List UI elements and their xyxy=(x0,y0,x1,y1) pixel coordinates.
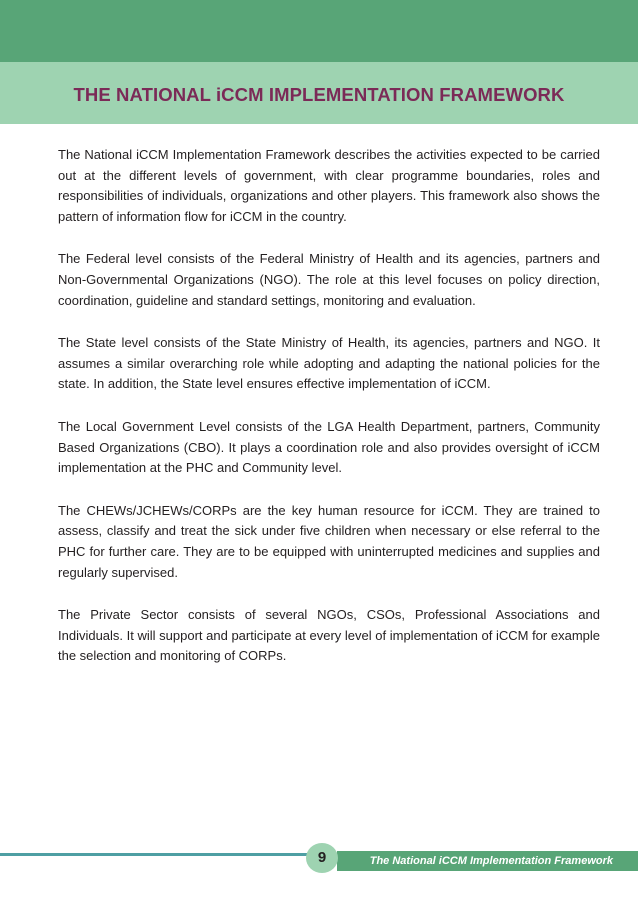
paragraph-local-government-level: The Local Government Level consists of the LGA Health Department, partners, Community Based Organizations (CBO). It plays a coordination role and also provides oversight of iCCM implementation at the PHC and Community level. xyxy=(58,418,600,476)
paragraph-intro: The National iCCM Implementation Framework describes the activities expected to be carried out at the different levels of government, with clear programme boundaries, roles and responsibilities of individuals, organizations and other players. This framework also shows the pattern of information flow for iCCM in the country. xyxy=(58,147,600,224)
page-title: THE NATIONAL iCCM IMPLEMENTATION FRAMEWORK xyxy=(73,84,565,105)
paragraph-state-level: The State level consists of the State Ministry of Health, its agencies, partners and NGO. It assumes a similar overarching role while adopting and adapting the national policies for the state. In addition, the State level ensures effective implementation of iCCM. xyxy=(58,335,600,392)
paragraph-federal-level: The Federal level consists of the Federal Ministry of Health and its agencies, partners and Non-Governmental Organizations (NGO). The role at this level focuses on policy direction, coordination, guideline and standard settings, monitoring and evaluation. xyxy=(58,251,600,308)
footer-rule xyxy=(0,853,310,856)
header-top-band xyxy=(0,0,638,62)
paragraph-chews: The CHEWs/JCHEWs/CORPs are the key human resource for iCCM. They are trained to assess, classify and treat the sick under five children when necessary or else referral to the PHC for further care. They are to be equipped with uninterrupted medicines and supplies and regularly supervised. xyxy=(58,502,600,580)
paragraph-private-sector: The Private Sector consists of several NGOs, CSOs, Professional Associations and Individuals. It will support and participate at every level of implementation of iCCM for example the selection and monitoring of CORPs. xyxy=(58,607,600,664)
footer-running-title: The National iCCM Implementation Framework xyxy=(369,855,613,867)
page-number: 9 xyxy=(306,843,338,873)
body-text xyxy=(58,145,600,689)
